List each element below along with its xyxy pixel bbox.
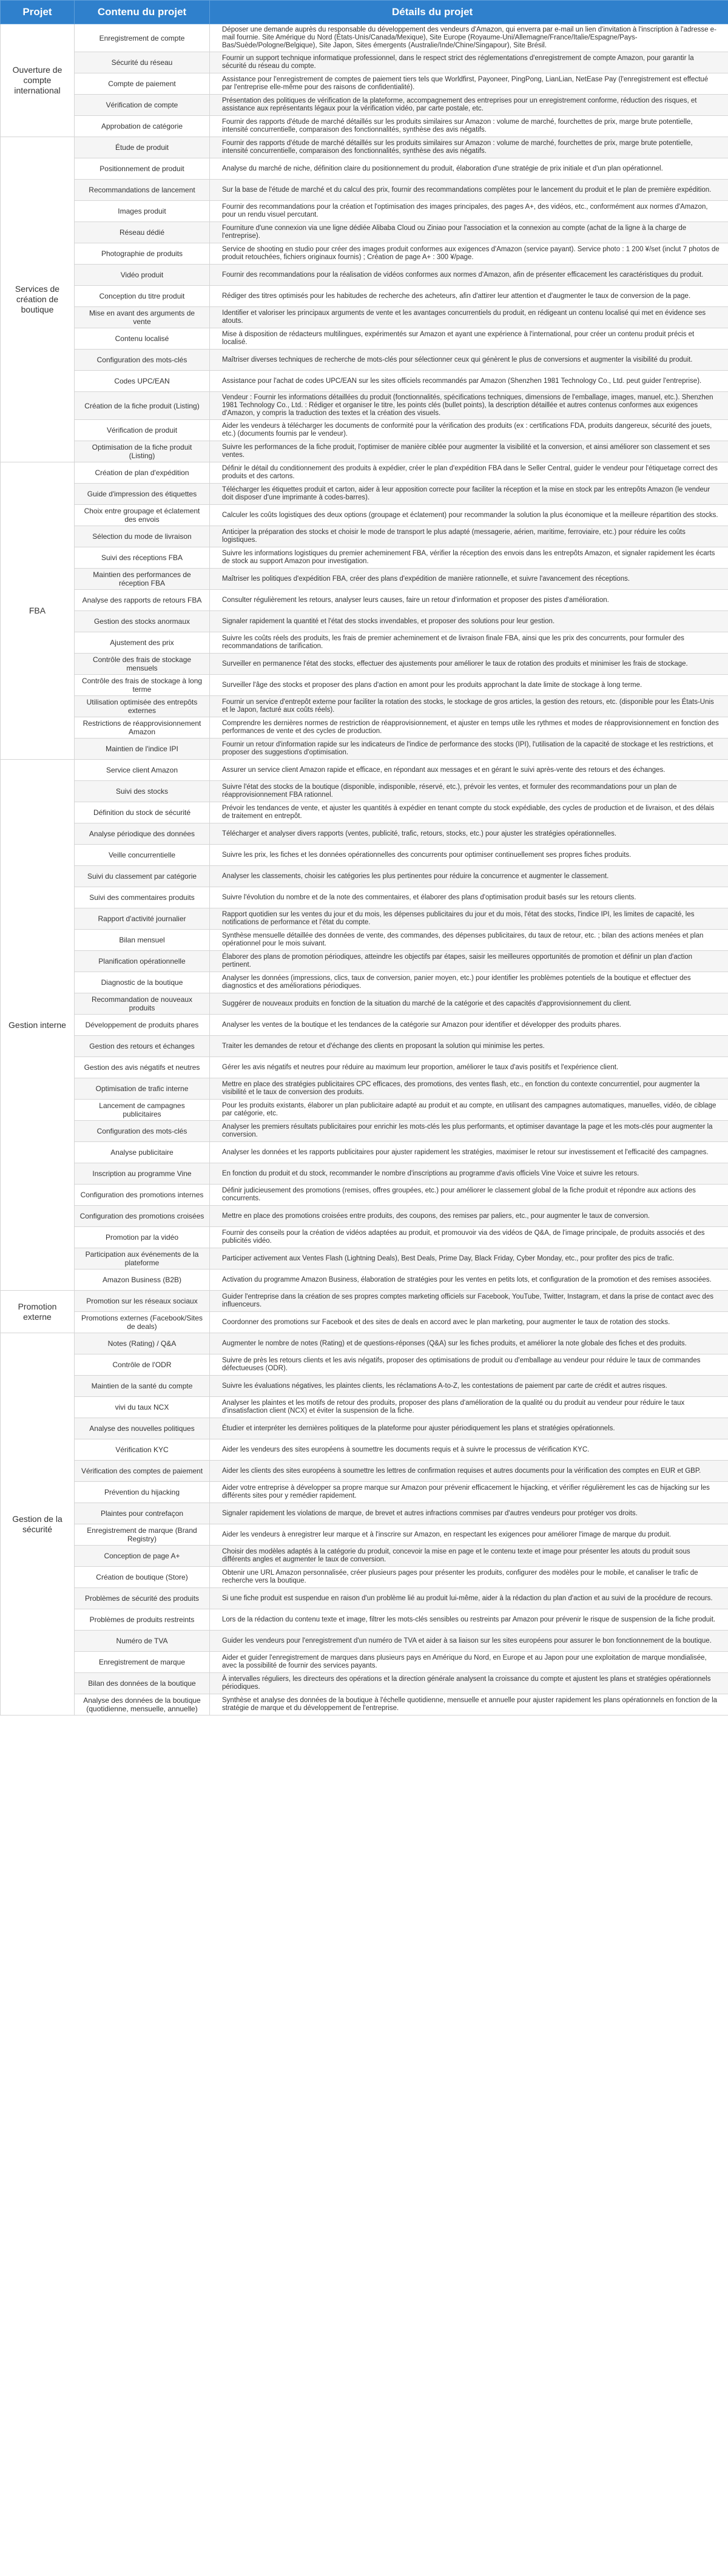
table-row bbox=[1, 1673, 728, 1694]
project-details: Analyser les ventes de la boutique et les tendances de la catégorie sur Amazon pour identifier et développer des produits phares. bbox=[210, 1015, 728, 1036]
project-content: Enregistrement de compte bbox=[75, 24, 210, 52]
project-content: Conception du titre produit bbox=[75, 286, 210, 307]
project-details: Choisir des modèles adaptés à la catégorie du produit, concevoir la mise en page et le contenu texte et image pour présenter les atouts du produit sous différents angles et augmenter le taux de conversion. bbox=[210, 1546, 728, 1567]
project-details: Suivre les coûts réels des produits, les frais de premier acheminement et de livraison finale FBA, ainsi que les prix des concurrents, pour formuler des recommandations de tarification. bbox=[210, 632, 728, 654]
table-row bbox=[1, 52, 728, 73]
table-row bbox=[1, 243, 728, 265]
project-content: Contrôle des frais de stockage mensuels bbox=[75, 654, 210, 675]
project-content: Optimisation de trafic interne bbox=[75, 1078, 210, 1100]
project-details: Élaborer des plans de promotion périodiques, atteindre les objectifs par étapes, saisir les meilleures opportunités de promotion et définir un plan d'action pertinent. bbox=[210, 951, 728, 972]
project-details: Fournir des rapports d'étude de marché détaillés sur les produits similaires sur Amazon : volume de marché, fourchettes de prix, marge brute potentielle, intensité concurrentielle, comparaison des fonctionnalités, synthèse des avis négatifs. bbox=[210, 137, 728, 158]
table-row bbox=[1, 484, 728, 505]
project-content: Vidéo produit bbox=[75, 265, 210, 286]
project-content: Numéro de TVA bbox=[75, 1631, 210, 1652]
project-content: Prévention du hijacking bbox=[75, 1482, 210, 1503]
project-content: Promotions externes (Facebook/Sites de deals) bbox=[75, 1312, 210, 1333]
project-details: Aider les vendeurs des sites européens à soumettre les documents requis et à suivre le processus de vérification KYC. bbox=[210, 1439, 728, 1461]
project-details: Analyser les données (impressions, clics, taux de conversion, panier moyen, etc.) pour identifier les problèmes potentiels de la boutique et effectuer des diagnostics et des améliorations périodiques. bbox=[210, 972, 728, 993]
table-row bbox=[1, 1291, 728, 1312]
project-details: Gérer les avis négatifs et neutres pour réduire au maximum leur proportion, améliorer le taux d'avis positifs et l'expérience client. bbox=[210, 1057, 728, 1078]
table-row bbox=[1, 1461, 728, 1482]
project-content: Vérification KYC bbox=[75, 1439, 210, 1461]
project-content: Codes UPC/EAN bbox=[75, 371, 210, 392]
table-row bbox=[1, 1376, 728, 1397]
project-content: Ajustement des prix bbox=[75, 632, 210, 654]
table-row bbox=[1, 1439, 728, 1461]
project-details: Aider les vendeurs à enregistrer leur marque et à l'inscrire sur Amazon, en respectant les exigences pour améliorer l'image de marque du produit. bbox=[210, 1524, 728, 1546]
table-row bbox=[1, 95, 728, 116]
project-content: Veille concurrentielle bbox=[75, 845, 210, 866]
table-row bbox=[1, 845, 728, 866]
project-content: Participation aux événements de la plateforme bbox=[75, 1248, 210, 1269]
project-content: Analyse périodique des données bbox=[75, 823, 210, 845]
table-row bbox=[1, 1185, 728, 1206]
table-body bbox=[1, 24, 728, 1716]
table-row bbox=[1, 1312, 728, 1333]
project-details: Mettre en place des stratégies publicitaires CPC efficaces, des promotions, des ventes flash, etc., en fonction du contexte concurrentiel, pour augmenter la visibilité et le taux de conversion des produits. bbox=[210, 1078, 728, 1100]
table-row bbox=[1, 180, 728, 201]
project-details: Calculer les coûts logistiques des deux options (groupage et éclatement) pour recommander la solution la plus économique et la meilleure répartition des stocks. bbox=[210, 505, 728, 526]
table-row bbox=[1, 392, 728, 420]
table-row bbox=[1, 1397, 728, 1418]
table-row bbox=[1, 73, 728, 95]
project-details: Synthèse et analyse des données de la boutique à l'échelle quotidienne, mensuelle et annuelle pour ajuster rapidement les plans opérationnels en fonction de la stratégie de marque et du développement de l'entreprise. bbox=[210, 1694, 728, 1716]
project-details: Fournir des rapports d'étude de marché détaillés sur les produits similaires sur Amazon : volume de marché, fourchettes de prix, marge brute potentielle, intensité concurrentielle, comparaison des fonctionnalités, synthèse des avis négatifs. bbox=[210, 116, 728, 137]
project-content: Diagnostic de la boutique bbox=[75, 972, 210, 993]
table-row bbox=[1, 116, 728, 137]
table-row bbox=[1, 569, 728, 590]
project-details: Vendeur : Fournir les informations détaillées du produit (fonctionnalités, spécifications techniques, dimensions de l'emballage, images, manuel, etc.). Shenzhen 1981 Technology Co., Ltd. : Rédiger et organiser le titre, les points clés (bullet points), la description détaillée et autres contenus conformes aux exigences d'Amazon, y compris la traduction des textes et la création des visuels. bbox=[210, 392, 728, 420]
table-row bbox=[1, 675, 728, 696]
project-details: Suivre les évaluations négatives, les plaintes clients, les réclamations A-to-Z, les contestations de paiement par carte de crédit et autres risques. bbox=[210, 1376, 728, 1397]
project-content: Création de la fiche produit (Listing) bbox=[75, 392, 210, 420]
project-content: Bilan mensuel bbox=[75, 930, 210, 951]
project-details: Analyser les classements, choisir les catégories les plus pertinentes pour réduire la concurrence et augmenter le classement. bbox=[210, 866, 728, 887]
project-content: Maintien de la santé du compte bbox=[75, 1376, 210, 1397]
project-details: Aider et guider l'enregistrement de marques dans plusieurs pays en Amérique du Nord, en Europe et au Japon pour une exploitation de marque mondialisée, avec la possibilité de fournir des services payants. bbox=[210, 1652, 728, 1673]
project-details: Aider votre entreprise à développer sa propre marque sur Amazon pour prévenir efficacement le hijacking, et vérifier régulièrement les cas de hijacking sur les différents sites pour y remédier rapidement. bbox=[210, 1482, 728, 1503]
project-details: Fournir des recommandations pour la réalisation de vidéos conformes aux normes d'Amazon, afin de présenter efficacement les caractéristiques du produit. bbox=[210, 265, 728, 286]
project-details: Fournir un retour d'information rapide sur les indicateurs de l'indice de performance des stocks (IPI), l'utilisation de la capacité de stockage et les restrictions, et proposer des suggestions d'optimisation. bbox=[210, 739, 728, 760]
table-row bbox=[1, 1248, 728, 1269]
table-row bbox=[1, 1015, 728, 1036]
project-content: Guide d'impression des étiquettes bbox=[75, 484, 210, 505]
header-contenu: Contenu du projet bbox=[75, 1, 210, 24]
table-row bbox=[1, 1163, 728, 1185]
header-projet: Projet bbox=[1, 1, 75, 24]
table-row bbox=[1, 739, 728, 760]
project-content: Rapport d'activité journalier bbox=[75, 908, 210, 930]
table-row bbox=[1, 1418, 728, 1439]
project-content: Inscription au programme Vine bbox=[75, 1163, 210, 1185]
project-content: Conception de page A+ bbox=[75, 1546, 210, 1567]
project-content: Sélection du mode de livraison bbox=[75, 526, 210, 547]
project-content: Configuration des promotions internes bbox=[75, 1185, 210, 1206]
project-content: Images produit bbox=[75, 201, 210, 222]
project-content: Analyse des rapports de retours FBA bbox=[75, 590, 210, 611]
project-details: Aider les vendeurs à télécharger les documents de conformité pour la vérification des produits (ex : certifications FDA, produits dangereux, sécurité des jouets, etc.) (documents fournis par le vendeur). bbox=[210, 420, 728, 441]
table-row bbox=[1, 441, 728, 462]
table-row bbox=[1, 1609, 728, 1631]
table-row bbox=[1, 1503, 728, 1524]
table-row bbox=[1, 930, 728, 951]
project-details: Présentation des politiques de vérification de la plateforme, accompagnement des entreprises pour un enregistrement conforme, réduction des risques, et assistance aux représentants légaux pour la vérification vidéo, par carte postale, etc. bbox=[210, 95, 728, 116]
project-category: Gestion interne bbox=[1, 760, 75, 1291]
table-row bbox=[1, 1588, 728, 1609]
project-content: Contenu localisé bbox=[75, 328, 210, 350]
project-content: Suivi des commentaires produits bbox=[75, 887, 210, 908]
project-details: Suivre l'évolution du nombre et de la note des commentaires, et élaborer des plans d'optimisation produit basés sur les retours clients. bbox=[210, 887, 728, 908]
table-row bbox=[1, 802, 728, 823]
table-row bbox=[1, 1121, 728, 1142]
table-row bbox=[1, 1057, 728, 1078]
project-content: Configuration des promotions croisées bbox=[75, 1206, 210, 1227]
project-content: Enregistrement de marque bbox=[75, 1652, 210, 1673]
project-details: Rapport quotidien sur les ventes du jour et du mois, les dépenses publicitaires du jour et du mois, l'état des stocks, l'indice IPI, les limites de capacité, les notifications de performance et l'état du compte. bbox=[210, 908, 728, 930]
table-row bbox=[1, 420, 728, 441]
table-row bbox=[1, 993, 728, 1015]
project-details: Télécharger et analyser divers rapports (ventes, publicité, trafic, retours, stocks, etc.) pour ajuster les stratégies opérationnelles. bbox=[210, 823, 728, 845]
project-content: Compte de paiement bbox=[75, 73, 210, 95]
project-details: Augmenter le nombre de notes (Rating) et de questions-réponses (Q&A) sur les fiches produits, et améliorer la note globale des fiches et des produits. bbox=[210, 1333, 728, 1354]
table-row bbox=[1, 1206, 728, 1227]
project-details: Analyse du marché de niche, définition claire du positionnement du produit, élaboration d'une stratégie de prix initiale et d'un plan opérationnel. bbox=[210, 158, 728, 180]
project-category: Ouverture de compte international bbox=[1, 24, 75, 137]
table-row bbox=[1, 632, 728, 654]
project-content: vivi du taux NCX bbox=[75, 1397, 210, 1418]
project-details: Prévoir les tendances de vente, et ajuster les quantités à expédier en tenant compte du stock expédiable, des cycles de production et de livraison, et des délais de traitement en entrepôt. bbox=[210, 802, 728, 823]
project-details: Suivre les performances de la fiche produit, l'optimiser de manière ciblée pour augmenter la visibilité et la conversion, et ainsi améliorer son classement et ses ventes. bbox=[210, 441, 728, 462]
table-row bbox=[1, 371, 728, 392]
table-row bbox=[1, 908, 728, 930]
table-row bbox=[1, 1546, 728, 1567]
project-details: Mettre en place des promotions croisées entre produits, des coupons, des remises par paliers, etc., pour augmenter le taux de conversion. bbox=[210, 1206, 728, 1227]
project-details: Aider les clients des sites européens à soumettre les lettres de confirmation requises et autres documents pour la vérification des comptes en EUR et GBP. bbox=[210, 1461, 728, 1482]
table-row bbox=[1, 1100, 728, 1121]
project-details: Définir judicieusement des promotions (remises, offres groupées, etc.) pour améliorer le classement global de la fiche produit et répondre aux actions des concurrents. bbox=[210, 1185, 728, 1206]
project-details: Fournir un service d'entrepôt externe pour faciliter la rotation des stocks, le stockage de gros articles, la gestion des retours, etc. (disponible pour les États-Unis et le Japon, facturé aux coûts réels). bbox=[210, 696, 728, 717]
project-details: Maîtriser les politiques d'expédition FBA, créer des plans d'expédition de manière rationnelle, et suivre l'avancement des réceptions. bbox=[210, 569, 728, 590]
project-content: Vérification des comptes de paiement bbox=[75, 1461, 210, 1482]
project-details: Si une fiche produit est suspendue en raison d'un problème lié au produit lui-même, aider à la rédaction du plan d'action et au suivi de la procédure de recours. bbox=[210, 1588, 728, 1609]
table-row bbox=[1, 1269, 728, 1291]
project-content: Réseau dédié bbox=[75, 222, 210, 243]
project-content: Bilan des données de la boutique bbox=[75, 1673, 210, 1694]
project-content: Vérification de produit bbox=[75, 420, 210, 441]
project-content: Analyse publicitaire bbox=[75, 1142, 210, 1163]
project-content: Maintien des performances de réception FBA bbox=[75, 569, 210, 590]
project-content: Suivi du classement par catégorie bbox=[75, 866, 210, 887]
project-details: En fonction du produit et du stock, recommander le nombre d'inscriptions au programme d'avis officiels Vine Voice et suivre les retours. bbox=[210, 1163, 728, 1185]
project-details: Déposer une demande auprès du responsable du développement des vendeurs d'Amazon, qui enverra par e-mail un lien d'invitation à l'inscription à l'adresse e-mail fournie. Site Amérique du Nord (États-Unis/Canada/Mexique), Site Europe (Royaume-Uni/Allemagne/France/Italie/Espagne/Pays-Bas/Suède/Pologne/Belgique), Site Japon, Sites émergents (Australie/Inde/Chine/Singapour), Site Brésil. bbox=[210, 24, 728, 52]
project-details: Guider les vendeurs pour l'enregistrement d'un numéro de TVA et aider à sa liaison sur les sites européens pour assurer le bon fonctionnement de la boutique. bbox=[210, 1631, 728, 1652]
project-content: Gestion des retours et échanges bbox=[75, 1036, 210, 1057]
project-details: Suivre les prix, les fiches et les données opérationnelles des concurrents pour optimiser continuellement ses propres fiches produits. bbox=[210, 845, 728, 866]
header-details: Détails du projet bbox=[210, 1, 728, 24]
project-details: Analyser les plaintes et les motifs de retour des produits, proposer des plans d'amélioration de la qualité ou du produit au vendeur pour réduire le taux d'insatisfaction client (NCX) et éviter la suspension de la fiche. bbox=[210, 1397, 728, 1418]
table-row bbox=[1, 590, 728, 611]
table-row bbox=[1, 328, 728, 350]
project-content: Notes (Rating) / Q&A bbox=[75, 1333, 210, 1354]
project-details: Guider l'entreprise dans la création de ses propres comptes marketing officiels sur Facebook, YouTube, Twitter, Instagram, et dans la prise de contact avec des influenceurs. bbox=[210, 1291, 728, 1312]
project-content: Maintien de l'indice IPI bbox=[75, 739, 210, 760]
project-details: Mise à disposition de rédacteurs multilingues, expérimentés sur Amazon et ayant une expérience à l'international, pour créer un contenu produit précis et localisé. bbox=[210, 328, 728, 350]
project-content: Étude de produit bbox=[75, 137, 210, 158]
table-row bbox=[1, 611, 728, 632]
project-content: Analyse des données de la boutique (quotidienne, mensuelle, annuelle) bbox=[75, 1694, 210, 1716]
project-details: Sur la base de l'étude de marché et du calcul des prix, fournir des recommandations complètes pour le lancement du produit et le plan de première expédition. bbox=[210, 180, 728, 201]
table-row bbox=[1, 1694, 728, 1716]
table-row bbox=[1, 1142, 728, 1163]
project-content: Restrictions de réapprovisionnement Amazon bbox=[75, 717, 210, 739]
project-content: Positionnement de produit bbox=[75, 158, 210, 180]
project-content: Vérification de compte bbox=[75, 95, 210, 116]
project-details: Suivre l'état des stocks de la boutique (disponible, indisponible, réservé, etc.), prévoir les ventes, et formuler des recommandations pour un plan de réapprovisionnement FBA rationnel. bbox=[210, 781, 728, 802]
project-content: Problèmes de produits restreints bbox=[75, 1609, 210, 1631]
project-content: Recommandation de nouveaux produits bbox=[75, 993, 210, 1015]
project-content: Développement de produits phares bbox=[75, 1015, 210, 1036]
project-details: Activation du programme Amazon Business, élaboration de stratégies pour les ventes en petits lots, et configuration de la promotion et des remises associées. bbox=[210, 1269, 728, 1291]
project-content: Problèmes de sécurité des produits bbox=[75, 1588, 210, 1609]
project-details: Participer activement aux Ventes Flash (Lightning Deals), Best Deals, Prime Day, Black Friday, Cyber Monday, etc., pour profiter des pics de trafic. bbox=[210, 1248, 728, 1269]
project-category: Promotion externe bbox=[1, 1291, 75, 1333]
project-category: Gestion de la sécurité bbox=[1, 1333, 75, 1716]
project-details: Assistance pour l'enregistrement de comptes de paiement tiers tels que Worldfirst, Payoneer, PingPong, LianLian, NetEase Pay (l'enregistrement est effectué par l'entreprise elle-même pour des raisons de confidentialité). bbox=[210, 73, 728, 95]
table-row bbox=[1, 526, 728, 547]
table-header bbox=[1, 1, 728, 24]
project-content: Lancement de campagnes publicitaires bbox=[75, 1100, 210, 1121]
project-details: Coordonner des promotions sur Facebook et des sites de deals en accord avec le plan marketing, pour augmenter le taux de rotation des stocks. bbox=[210, 1312, 728, 1333]
project-content: Approbation de catégorie bbox=[75, 116, 210, 137]
table-row bbox=[1, 654, 728, 675]
table-row bbox=[1, 1652, 728, 1673]
project-details: Signaler rapidement les violations de marque, de brevet et autres infractions commises par d'autres vendeurs pour protéger vos droits. bbox=[210, 1503, 728, 1524]
project-content: Contrôle de l'ODR bbox=[75, 1354, 210, 1376]
project-details: Pour les produits existants, élaborer un plan publicitaire adapté au produit et au compte, en utilisant des campagnes automatiques, manuelles, vidéo, de ciblage par catégorie, etc. bbox=[210, 1100, 728, 1121]
project-details: Analyser les données et les rapports publicitaires pour ajuster rapidement les stratégies, maximiser le retour sur investissement et l'efficacité des campagnes. bbox=[210, 1142, 728, 1163]
project-content: Contrôle des frais de stockage à long terme bbox=[75, 675, 210, 696]
project-details: Maîtriser diverses techniques de recherche de mots-clés pour sélectionner ceux qui génèrent le plus de conversions et augmenter la visibilité du produit. bbox=[210, 350, 728, 371]
project-details: Service de shooting en studio pour créer des images produit conformes aux exigences d'Amazon (service payant). Service photo : 1 200 ¥/set (inclut 7 photos de produit retouchées, fichiers originaux fournis) ; Création de page A+ : 300 ¥/page. bbox=[210, 243, 728, 265]
table-row bbox=[1, 866, 728, 887]
project-category: FBA bbox=[1, 462, 75, 760]
project-details: Anticiper la préparation des stocks et choisir le mode de transport le plus adapté (messagerie, aérien, maritime, ferroviaire, etc.) pour réduire les coûts logistiques. bbox=[210, 526, 728, 547]
table-row bbox=[1, 1036, 728, 1057]
project-details: Traiter les demandes de retour et d'échange des clients en proposant la solution qui minimise les pertes. bbox=[210, 1036, 728, 1057]
table-row bbox=[1, 1227, 728, 1248]
project-details: Étudier et interpréter les dernières politiques de la plateforme pour ajuster périodiquement les plans et stratégies opérationnels. bbox=[210, 1418, 728, 1439]
table-row bbox=[1, 547, 728, 569]
table-row bbox=[1, 760, 728, 781]
project-details: Fournir un support technique informatique professionnel, dans le respect strict des réglementations d'enregistrement de compte Amazon, pour garantir la sécurité du réseau du compte. bbox=[210, 52, 728, 73]
table-row bbox=[1, 158, 728, 180]
project-content: Promotion par la vidéo bbox=[75, 1227, 210, 1248]
table-row bbox=[1, 1524, 728, 1546]
project-content: Création de boutique (Store) bbox=[75, 1567, 210, 1588]
project-content: Photographie de produits bbox=[75, 243, 210, 265]
project-details: Identifier et valoriser les principaux arguments de vente et les avantages concurrentiels du produit, en rédigeant un contenu localisé qui met en évidence ses atouts. bbox=[210, 307, 728, 328]
table-row bbox=[1, 222, 728, 243]
table-row bbox=[1, 24, 728, 52]
table-row bbox=[1, 887, 728, 908]
project-content: Configuration des mots-clés bbox=[75, 350, 210, 371]
project-details: Fournir des recommandations pour la création et l'optimisation des images principales, des pages A+, des vidéos, etc., conformément aux normes d'Amazon, pour un rendu visuel percutant. bbox=[210, 201, 728, 222]
project-details: Suivre de près les retours clients et les avis négatifs, proposer des optimisations de produit ou d'emballage au vendeur pour réduire le taux de commandes défectueuses (ODR). bbox=[210, 1354, 728, 1376]
project-details: Télécharger les étiquettes produit et carton, aider à leur apposition correcte pour faciliter la réception et la mise en stock par les entrepôts Amazon (le vendeur doit disposer d'une imprimante à codes-barres). bbox=[210, 484, 728, 505]
table-row bbox=[1, 137, 728, 158]
table-row bbox=[1, 972, 728, 993]
project-details: Obtenir une URL Amazon personnalisée, créer plusieurs pages pour présenter les produits, configurer des modèles pour le mobile, et canaliser le trafic de recherche vers la boutique. bbox=[210, 1567, 728, 1588]
project-content: Planification opérationnelle bbox=[75, 951, 210, 972]
project-details: Suggérer de nouveaux produits en fonction de la situation du marché de la catégorie et des capacités d'approvisionnement du client. bbox=[210, 993, 728, 1015]
table-row bbox=[1, 1482, 728, 1503]
table-row bbox=[1, 505, 728, 526]
project-details: Surveiller en permanence l'état des stocks, effectuer des ajustements pour améliorer le taux de rotation des produits et minimiser les frais de stockage. bbox=[210, 654, 728, 675]
table-row bbox=[1, 1567, 728, 1588]
table-row bbox=[1, 823, 728, 845]
project-details: Surveiller l'âge des stocks et proposer des plans d'action en amont pour les produits approchant la date limite de stockage à long terme. bbox=[210, 675, 728, 696]
project-content: Suivi des réceptions FBA bbox=[75, 547, 210, 569]
project-details: Lors de la rédaction du contenu texte et image, filtrer les mots-clés sensibles ou restreints par Amazon pour prévenir le risque de suspension de la fiche produit. bbox=[210, 1609, 728, 1631]
project-content: Définition du stock de sécurité bbox=[75, 802, 210, 823]
project-content: Gestion des stocks anormaux bbox=[75, 611, 210, 632]
table-row bbox=[1, 201, 728, 222]
project-details: Fourniture d'une connexion via une ligne dédiée Alibaba Cloud ou Ziniao pour l'association et la connexion au compte (achat de la ligne à la charge de l'entreprise). bbox=[210, 222, 728, 243]
table-row bbox=[1, 265, 728, 286]
project-content: Promotion sur les réseaux sociaux bbox=[75, 1291, 210, 1312]
table-row bbox=[1, 951, 728, 972]
project-content: Mise en avant des arguments de vente bbox=[75, 307, 210, 328]
table-row bbox=[1, 717, 728, 739]
table-row bbox=[1, 1333, 728, 1354]
project-content: Amazon Business (B2B) bbox=[75, 1269, 210, 1291]
table-row bbox=[1, 350, 728, 371]
table-row bbox=[1, 781, 728, 802]
project-content: Analyse des nouvelles politiques bbox=[75, 1418, 210, 1439]
table-row bbox=[1, 696, 728, 717]
table-row bbox=[1, 1078, 728, 1100]
project-details: Synthèse mensuelle détaillée des données de vente, des commandes, des dépenses publicitaires, du taux de retour, etc. ; bilan des actions menées et plan opérationnel pour le mois suivant. bbox=[210, 930, 728, 951]
project-content: Service client Amazon bbox=[75, 760, 210, 781]
project-content: Sécurité du réseau bbox=[75, 52, 210, 73]
project-content: Configuration des mots-clés bbox=[75, 1121, 210, 1142]
table-row bbox=[1, 462, 728, 484]
project-content: Plaintes pour contrefaçon bbox=[75, 1503, 210, 1524]
project-details: Suivre les informations logistiques du premier acheminement FBA, vérifier la réception des envois dans les entrepôts Amazon, et signaler rapidement les écarts de stock au support Amazon pour investigation. bbox=[210, 547, 728, 569]
project-category: Services de création de boutique bbox=[1, 137, 75, 462]
project-details: Rédiger des titres optimisés pour les habitudes de recherche des acheteurs, afin d'attirer leur attention et d'augmenter le taux de conversion de la page. bbox=[210, 286, 728, 307]
project-content: Gestion des avis négatifs et neutres bbox=[75, 1057, 210, 1078]
table-row bbox=[1, 1631, 728, 1652]
table-row bbox=[1, 307, 728, 328]
project-details: Signaler rapidement la quantité et l'état des stocks invendables, et proposer des solutions pour leur gestion. bbox=[210, 611, 728, 632]
project-details: Assurer un service client Amazon rapide et efficace, en répondant aux messages et en gérant le suivi après-vente des retours et des échanges. bbox=[210, 760, 728, 781]
project-content: Suivi des stocks bbox=[75, 781, 210, 802]
project-content: Choix entre groupage et éclatement des envois bbox=[75, 505, 210, 526]
project-content: Enregistrement de marque (Brand Registry) bbox=[75, 1524, 210, 1546]
project-details: Comprendre les dernières normes de restriction de réapprovisionnement, et ajuster en temps utile les rythmes et modes de réapprovisionnement en fonction des performances de vente et des cycles de production. bbox=[210, 717, 728, 739]
project-details: Analyser les premiers résultats publicitaires pour enrichir les mots-clés les plus performants, et optimiser davantage la page et les mots-clés pour augmenter la conversion. bbox=[210, 1121, 728, 1142]
project-details: Définir le détail du conditionnement des produits à expédier, créer le plan d'expédition FBA dans le Seller Central, guider le vendeur pour l'étiquetage correct des produits et des cartons. bbox=[210, 462, 728, 484]
project-details: Fournir des conseils pour la création de vidéos adaptées au produit, et promouvoir via des vidéos de Q&A, de l'image principale, de produits associés et des publicités vidéo. bbox=[210, 1227, 728, 1248]
table-row bbox=[1, 1354, 728, 1376]
table-row bbox=[1, 286, 728, 307]
project-content: Recommandations de lancement bbox=[75, 180, 210, 201]
project-content: Utilisation optimisée des entrepôts externes bbox=[75, 696, 210, 717]
project-content: Optimisation de la fiche produit (Listing) bbox=[75, 441, 210, 462]
project-details: Assistance pour l'achat de codes UPC/EAN sur les sites officiels recommandés par Amazon (Shenzhen 1981 Technology Co., Ltd. peut guider l'entreprise). bbox=[210, 371, 728, 392]
project-details: Consulter régulièrement les retours, analyser leurs causes, faire un retour d'information et proposer des pistes d'amélioration. bbox=[210, 590, 728, 611]
project-content: Création de plan d'expédition bbox=[75, 462, 210, 484]
project-details: À intervalles réguliers, les directeurs des opérations et la direction générale analysent la croissance du compte et ajustent les plans et stratégies opérationnels périodiques. bbox=[210, 1673, 728, 1694]
